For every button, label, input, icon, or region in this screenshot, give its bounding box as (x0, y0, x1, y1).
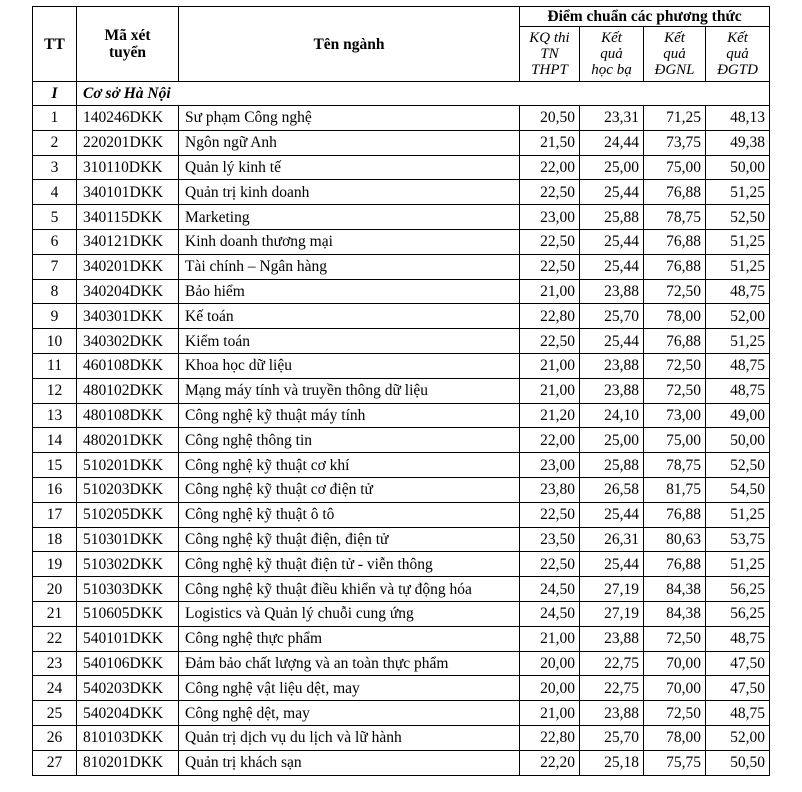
row-major-name: Ngôn ngữ Anh (179, 130, 520, 155)
row-score-dgtd: 51,25 (706, 254, 770, 279)
row-code: 540204DKK (77, 701, 179, 726)
row-tt: 13 (33, 403, 77, 428)
row-tt: 2 (33, 130, 77, 155)
row-score-dgnl: 80,63 (644, 527, 706, 552)
row-score-dgtd: 49,00 (706, 403, 770, 428)
row-code: 810103DKK (77, 725, 179, 750)
method-hocba-line3: học bạ (591, 62, 632, 78)
row-score-hocba: 26,31 (580, 527, 644, 552)
row-score-thpt: 24,50 (520, 577, 580, 602)
table-body (33, 82, 770, 776)
row-major-name: Công nghệ kỹ thuật máy tính (179, 403, 520, 428)
admission-score-table-sheet (32, 6, 770, 776)
row-tt: 14 (33, 428, 77, 453)
table-row (33, 329, 770, 354)
row-code: 510302DKK (77, 552, 179, 577)
table-row (33, 527, 770, 552)
row-score-dgnl: 84,38 (644, 601, 706, 626)
row-tt: 17 (33, 502, 77, 527)
row-code: 340101DKK (77, 180, 179, 205)
row-score-hocba: 26,58 (580, 477, 644, 502)
row-score-thpt: 23,00 (520, 453, 580, 478)
row-tt: 11 (33, 353, 77, 378)
row-score-dgtd: 48,75 (706, 626, 770, 651)
row-score-hocba: 25,44 (580, 329, 644, 354)
row-score-dgtd: 53,75 (706, 527, 770, 552)
table-row (33, 750, 770, 775)
row-score-thpt: 22,80 (520, 725, 580, 750)
row-score-dgnl: 76,88 (644, 229, 706, 254)
method-thpt-line3: THPT (531, 62, 568, 78)
row-score-dgnl: 75,75 (644, 750, 706, 775)
row-score-dgtd: 56,25 (706, 601, 770, 626)
row-score-hocba: 23,88 (580, 626, 644, 651)
row-code: 510605DKK (77, 601, 179, 626)
row-tt: 3 (33, 155, 77, 180)
table-row (33, 378, 770, 403)
table-row (33, 106, 770, 131)
row-major-name: Sư phạm Công nghệ (179, 106, 520, 131)
row-code: 480102DKK (77, 378, 179, 403)
row-tt: 19 (33, 552, 77, 577)
row-code: 340204DKK (77, 279, 179, 304)
row-code: 460108DKK (77, 353, 179, 378)
row-major-name: Mạng máy tính và truyền thông dữ liệu (179, 378, 520, 403)
row-code: 540106DKK (77, 651, 179, 676)
row-code: 220201DKK (77, 130, 179, 155)
row-score-hocba: 22,75 (580, 651, 644, 676)
row-score-dgnl: 78,75 (644, 205, 706, 230)
row-tt: 9 (33, 304, 77, 329)
row-major-name: Kinh doanh thương mại (179, 229, 520, 254)
row-score-dgtd: 48,75 (706, 279, 770, 304)
row-score-dgnl: 72,50 (644, 626, 706, 651)
row-score-hocba: 25,44 (580, 254, 644, 279)
table-row (33, 725, 770, 750)
row-score-dgnl: 76,88 (644, 502, 706, 527)
row-score-dgnl: 76,88 (644, 180, 706, 205)
row-score-hocba: 25,88 (580, 453, 644, 478)
row-code: 340121DKK (77, 229, 179, 254)
row-score-thpt: 23,00 (520, 205, 580, 230)
row-major-name: Tài chính – Ngân hàng (179, 254, 520, 279)
row-score-dgnl: 78,75 (644, 453, 706, 478)
row-score-thpt: 22,00 (520, 428, 580, 453)
row-score-dgnl: 71,25 (644, 106, 706, 131)
row-major-name: Quản trị kinh doanh (179, 180, 520, 205)
table-header (33, 7, 770, 82)
row-score-thpt: 21,00 (520, 378, 580, 403)
row-tt: 10 (33, 329, 77, 354)
row-tt: 22 (33, 626, 77, 651)
row-major-name: Quản trị dịch vụ du lịch và lữ hành (179, 725, 520, 750)
method-dgnl-line2: quả (663, 46, 686, 62)
row-score-dgnl: 72,50 (644, 378, 706, 403)
row-code: 310110DKK (77, 155, 179, 180)
row-tt: 12 (33, 378, 77, 403)
row-tt: 5 (33, 205, 77, 230)
table-row (33, 304, 770, 329)
row-major-name: Công nghệ kỹ thuật điện, điện tử (179, 527, 520, 552)
row-score-dgtd: 52,00 (706, 725, 770, 750)
row-score-dgtd: 54,50 (706, 477, 770, 502)
row-score-dgnl: 84,38 (644, 577, 706, 602)
row-score-dgtd: 47,50 (706, 651, 770, 676)
table-row (33, 279, 770, 304)
row-score-dgtd: 48,13 (706, 106, 770, 131)
row-score-thpt: 22,50 (520, 254, 580, 279)
method-dgnl-line1: Kết (664, 30, 685, 46)
row-code: 540101DKK (77, 626, 179, 651)
row-score-thpt: 22,00 (520, 155, 580, 180)
method-dgtd-line2: quả (726, 46, 749, 62)
row-score-hocba: 25,44 (580, 229, 644, 254)
row-tt: 25 (33, 701, 77, 726)
row-code: 340201DKK (77, 254, 179, 279)
header-code-line2: tuyển (108, 44, 147, 61)
row-score-thpt: 21,20 (520, 403, 580, 428)
row-major-name: Công nghệ dệt, may (179, 701, 520, 726)
row-tt: 1 (33, 106, 77, 131)
row-tt: 20 (33, 577, 77, 602)
row-score-hocba: 24,10 (580, 403, 644, 428)
table-row (33, 428, 770, 453)
row-major-name: Marketing (179, 205, 520, 230)
row-code: 510205DKK (77, 502, 179, 527)
row-score-thpt: 23,80 (520, 477, 580, 502)
row-major-name: Logistics và Quản lý chuỗi cung ứng (179, 601, 520, 626)
table-row (33, 205, 770, 230)
group-row (33, 82, 770, 106)
row-score-hocba: 23,88 (580, 378, 644, 403)
header-method-dgnl (644, 27, 706, 82)
row-score-thpt: 20,50 (520, 106, 580, 131)
row-score-hocba: 24,44 (580, 130, 644, 155)
row-score-thpt: 22,80 (520, 304, 580, 329)
row-score-dgtd: 50,00 (706, 428, 770, 453)
row-score-dgtd: 52,50 (706, 453, 770, 478)
row-score-dgtd: 48,75 (706, 353, 770, 378)
table-row (33, 403, 770, 428)
row-score-hocba: 22,75 (580, 676, 644, 701)
row-score-thpt: 22,50 (520, 180, 580, 205)
row-score-dgnl: 72,50 (644, 279, 706, 304)
row-score-dgnl: 76,88 (644, 329, 706, 354)
header-method-hocba (580, 27, 644, 82)
table-row (33, 229, 770, 254)
row-major-name: Đảm bảo chất lượng và an toàn thực phẩm (179, 651, 520, 676)
row-score-dgnl: 78,00 (644, 725, 706, 750)
row-major-name: Công nghệ kỹ thuật điện tử - viễn thông (179, 552, 520, 577)
row-score-hocba: 23,88 (580, 353, 644, 378)
row-code: 540203DKK (77, 676, 179, 701)
row-score-hocba: 23,31 (580, 106, 644, 131)
row-score-thpt: 21,00 (520, 626, 580, 651)
header-methods-title: Điểm chuẩn các phương thức (520, 7, 770, 27)
row-code: 140246DKK (77, 106, 179, 131)
row-tt: 24 (33, 676, 77, 701)
row-score-dgtd: 51,25 (706, 229, 770, 254)
row-score-dgnl: 78,00 (644, 304, 706, 329)
row-tt: 27 (33, 750, 77, 775)
row-score-dgnl: 76,88 (644, 254, 706, 279)
row-code: 480108DKK (77, 403, 179, 428)
header-name: Tên ngành (179, 7, 520, 82)
row-score-hocba: 23,88 (580, 279, 644, 304)
row-score-thpt: 23,50 (520, 527, 580, 552)
row-score-dgtd: 52,00 (706, 304, 770, 329)
row-major-name: Bảo hiểm (179, 279, 520, 304)
method-thpt-line1: KQ thi (529, 30, 570, 46)
row-tt: 15 (33, 453, 77, 478)
row-score-dgtd: 48,75 (706, 378, 770, 403)
row-score-dgnl: 76,88 (644, 552, 706, 577)
header-code (77, 7, 179, 82)
row-score-dgtd: 52,50 (706, 205, 770, 230)
row-score-hocba: 25,44 (580, 552, 644, 577)
row-score-thpt: 22,20 (520, 750, 580, 775)
row-score-thpt: 22,50 (520, 502, 580, 527)
header-code-line1: Mã xét (104, 27, 151, 44)
row-score-thpt: 21,00 (520, 353, 580, 378)
row-code: 480201DKK (77, 428, 179, 453)
method-hocba-line2: quả (600, 46, 623, 62)
row-score-thpt: 20,00 (520, 676, 580, 701)
row-major-name: Công nghệ vật liệu dệt, may (179, 676, 520, 701)
row-score-dgnl: 72,50 (644, 353, 706, 378)
table-row (33, 577, 770, 602)
method-dgtd-line3: ĐGTD (717, 62, 758, 78)
row-score-dgtd: 51,25 (706, 502, 770, 527)
row-tt: 8 (33, 279, 77, 304)
row-score-hocba: 25,44 (580, 502, 644, 527)
row-major-name: Quản lý kinh tế (179, 155, 520, 180)
row-score-hocba: 25,88 (580, 205, 644, 230)
table-row (33, 353, 770, 378)
table-row (33, 502, 770, 527)
row-score-hocba: 25,70 (580, 304, 644, 329)
row-score-dgnl: 73,75 (644, 130, 706, 155)
row-tt: 6 (33, 229, 77, 254)
header-method-thpt (520, 27, 580, 82)
row-code: 340302DKK (77, 329, 179, 354)
row-code: 510201DKK (77, 453, 179, 478)
row-score-hocba: 25,70 (580, 725, 644, 750)
table-row (33, 651, 770, 676)
method-hocba-line1: Kết (601, 30, 622, 46)
row-tt: 23 (33, 651, 77, 676)
row-score-dgnl: 70,00 (644, 676, 706, 701)
row-score-thpt: 24,50 (520, 601, 580, 626)
row-score-dgtd: 47,50 (706, 676, 770, 701)
method-thpt-line2: TN (540, 46, 559, 62)
table-row (33, 552, 770, 577)
row-score-dgnl: 70,00 (644, 651, 706, 676)
row-major-name: Kiểm toán (179, 329, 520, 354)
group-index: I (33, 82, 77, 106)
table-row (33, 254, 770, 279)
row-score-thpt: 21,00 (520, 701, 580, 726)
row-score-thpt: 22,50 (520, 552, 580, 577)
row-score-dgtd: 51,25 (706, 552, 770, 577)
table-row (33, 155, 770, 180)
row-tt: 7 (33, 254, 77, 279)
row-score-hocba: 25,44 (580, 180, 644, 205)
row-score-thpt: 20,00 (520, 651, 580, 676)
row-tt: 18 (33, 527, 77, 552)
table-row (33, 130, 770, 155)
row-major-name: Công nghệ kỹ thuật cơ điện tử (179, 477, 520, 502)
row-score-dgtd: 49,38 (706, 130, 770, 155)
row-code: 510303DKK (77, 577, 179, 602)
header-tt: TT (33, 7, 77, 82)
row-major-name: Kế toán (179, 304, 520, 329)
row-tt: 16 (33, 477, 77, 502)
row-score-thpt: 22,50 (520, 229, 580, 254)
table-row (33, 180, 770, 205)
row-score-dgtd: 56,25 (706, 577, 770, 602)
row-score-dgtd: 51,25 (706, 180, 770, 205)
row-major-name: Công nghệ kỹ thuật cơ khí (179, 453, 520, 478)
row-major-name: Công nghệ kỹ thuật ô tô (179, 502, 520, 527)
row-score-hocba: 25,00 (580, 428, 644, 453)
row-score-thpt: 21,00 (520, 279, 580, 304)
row-code: 510301DKK (77, 527, 179, 552)
table-row (33, 701, 770, 726)
row-score-dgnl: 72,50 (644, 701, 706, 726)
table-row (33, 453, 770, 478)
table-row (33, 676, 770, 701)
method-dgnl-line3: ĐGNL (654, 62, 695, 78)
row-tt: 21 (33, 601, 77, 626)
group-name: Cơ sở Hà Nội (77, 82, 770, 106)
row-score-hocba: 23,88 (580, 701, 644, 726)
row-score-thpt: 21,50 (520, 130, 580, 155)
row-score-dgtd: 48,75 (706, 701, 770, 726)
row-code: 340301DKK (77, 304, 179, 329)
row-code: 340115DKK (77, 205, 179, 230)
row-major-name: Khoa học dữ liệu (179, 353, 520, 378)
row-score-dgnl: 81,75 (644, 477, 706, 502)
row-score-dgtd: 51,25 (706, 329, 770, 354)
row-major-name: Công nghệ thông tin (179, 428, 520, 453)
row-score-hocba: 25,00 (580, 155, 644, 180)
table-row (33, 601, 770, 626)
row-score-thpt: 22,50 (520, 329, 580, 354)
row-score-dgnl: 75,00 (644, 155, 706, 180)
table-row (33, 626, 770, 651)
row-score-hocba: 25,18 (580, 750, 644, 775)
admission-score-table (32, 6, 770, 776)
row-score-dgnl: 73,00 (644, 403, 706, 428)
row-score-dgnl: 75,00 (644, 428, 706, 453)
row-tt: 26 (33, 725, 77, 750)
row-major-name: Công nghệ kỹ thuật điều khiển và tự động hóa (179, 577, 520, 602)
row-score-hocba: 27,19 (580, 577, 644, 602)
row-code: 810201DKK (77, 750, 179, 775)
row-major-name: Công nghệ thực phẩm (179, 626, 520, 651)
row-tt: 4 (33, 180, 77, 205)
row-code: 510203DKK (77, 477, 179, 502)
row-major-name: Quản trị khách sạn (179, 750, 520, 775)
method-dgtd-line1: Kết (727, 30, 748, 46)
header-method-dgtd (706, 27, 770, 82)
row-score-hocba: 27,19 (580, 601, 644, 626)
row-score-dgtd: 50,50 (706, 750, 770, 775)
row-score-dgtd: 50,00 (706, 155, 770, 180)
table-row (33, 477, 770, 502)
